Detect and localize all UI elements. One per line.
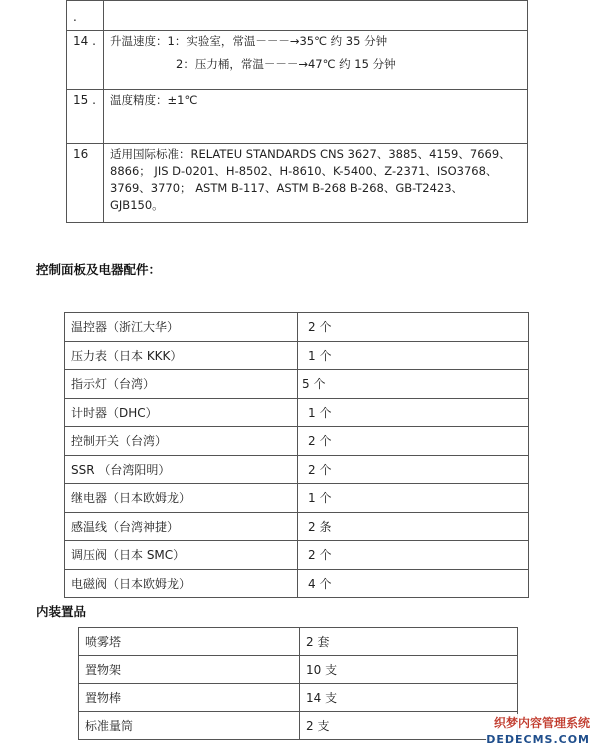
- part-name: 温控器（浙江大华）: [65, 313, 298, 342]
- part-qty: 1 个: [298, 398, 529, 427]
- fitting-name: 标准量筒: [79, 712, 300, 740]
- watermark-title: 织梦内容管理系统: [493, 716, 590, 730]
- spec-row-text: [104, 31, 528, 90]
- standards-line: 8866； JIS D-0201、H-8502、H-8610、K-5400、Z-2371、ISO3768、: [110, 164, 498, 178]
- part-name: 感温线（台湾神捷）: [65, 512, 298, 541]
- table-row: [65, 541, 529, 570]
- spec-row-text: 温度精度：±1℃: [104, 90, 528, 144]
- table-row: [79, 684, 518, 712]
- table-row: [65, 398, 529, 427]
- table-row: [79, 712, 518, 740]
- standards-line: 适用国际标准：RELATEU STANDARDS CNS 3627、3885、4159、7669、: [110, 147, 511, 161]
- section-heading-inner-fittings: 内装置品: [36, 604, 87, 619]
- spec-row-number: 14 .: [67, 31, 104, 90]
- spec-row-number: 15 .: [67, 90, 104, 144]
- spec-row-text: [104, 1, 528, 31]
- part-name: 压力表（日本 KKK）: [65, 341, 298, 370]
- heating-speed-barrel: 2：压力桶，常温－－－→47℃ 约 15 分钟: [176, 57, 396, 71]
- part-qty: 1 个: [298, 341, 529, 370]
- spec-row: [67, 90, 528, 144]
- table-row: [79, 628, 518, 656]
- part-name: SSR （台湾阳明）: [65, 455, 298, 484]
- spec-row-number: .: [67, 1, 104, 31]
- fitting-qty: 10 支: [300, 656, 518, 684]
- part-name: 控制开关（台湾）: [65, 427, 298, 456]
- table-row: [65, 427, 529, 456]
- table-row: [65, 313, 529, 342]
- standards-line: 3769、3770； ASTM B-117、ASTM B-268 B-268、GB-T2423、: [110, 181, 464, 195]
- part-qty: 2 个: [298, 541, 529, 570]
- part-name: 继电器（日本欧姆龙）: [65, 484, 298, 513]
- spec-table: [66, 0, 528, 223]
- part-name: 电磁阀（日本欧姆龙）: [65, 569, 298, 598]
- table-row: [65, 341, 529, 370]
- spec-row: [67, 31, 528, 90]
- fitting-qty: 2 支: [300, 712, 518, 740]
- part-qty: 4 个: [298, 569, 529, 598]
- watermark: [486, 714, 594, 750]
- part-qty: 5 个: [298, 370, 529, 399]
- part-name: 指示灯（台湾）: [65, 370, 298, 399]
- table-row: [65, 569, 529, 598]
- table-row: [65, 455, 529, 484]
- parts-table: [64, 312, 529, 598]
- standards-line: GJB150。: [110, 198, 164, 212]
- table-row: [65, 484, 529, 513]
- part-name: 计时器（DHC）: [65, 398, 298, 427]
- table-row: [79, 656, 518, 684]
- fitting-name: 置物棒: [79, 684, 300, 712]
- fitting-name: 置物架: [79, 656, 300, 684]
- fitting-qty: 2 套: [300, 628, 518, 656]
- part-qty: 1 个: [298, 484, 529, 513]
- spec-row-text: [104, 144, 528, 223]
- section-heading-control-panel: 控制面板及电器配件：: [36, 262, 162, 277]
- spec-row-number: 16: [67, 144, 104, 223]
- part-qty: 2 个: [298, 313, 529, 342]
- inner-fittings-table: [78, 627, 518, 740]
- watermark-url: DEDECMS.COM: [486, 733, 590, 746]
- part-qty: 2 个: [298, 455, 529, 484]
- table-row: [65, 370, 529, 399]
- part-qty: 2 条: [298, 512, 529, 541]
- heating-speed-lab: 升温速度：1：实验室，常温－－－→35℃ 约 35 分钟: [110, 34, 388, 48]
- table-row: [65, 512, 529, 541]
- part-qty: 2 个: [298, 427, 529, 456]
- fitting-qty: 14 支: [300, 684, 518, 712]
- fitting-name: 喷雾塔: [79, 628, 300, 656]
- spec-row: [67, 144, 528, 223]
- spec-row: [67, 1, 528, 31]
- part-name: 调压阀（日本 SMC）: [65, 541, 298, 570]
